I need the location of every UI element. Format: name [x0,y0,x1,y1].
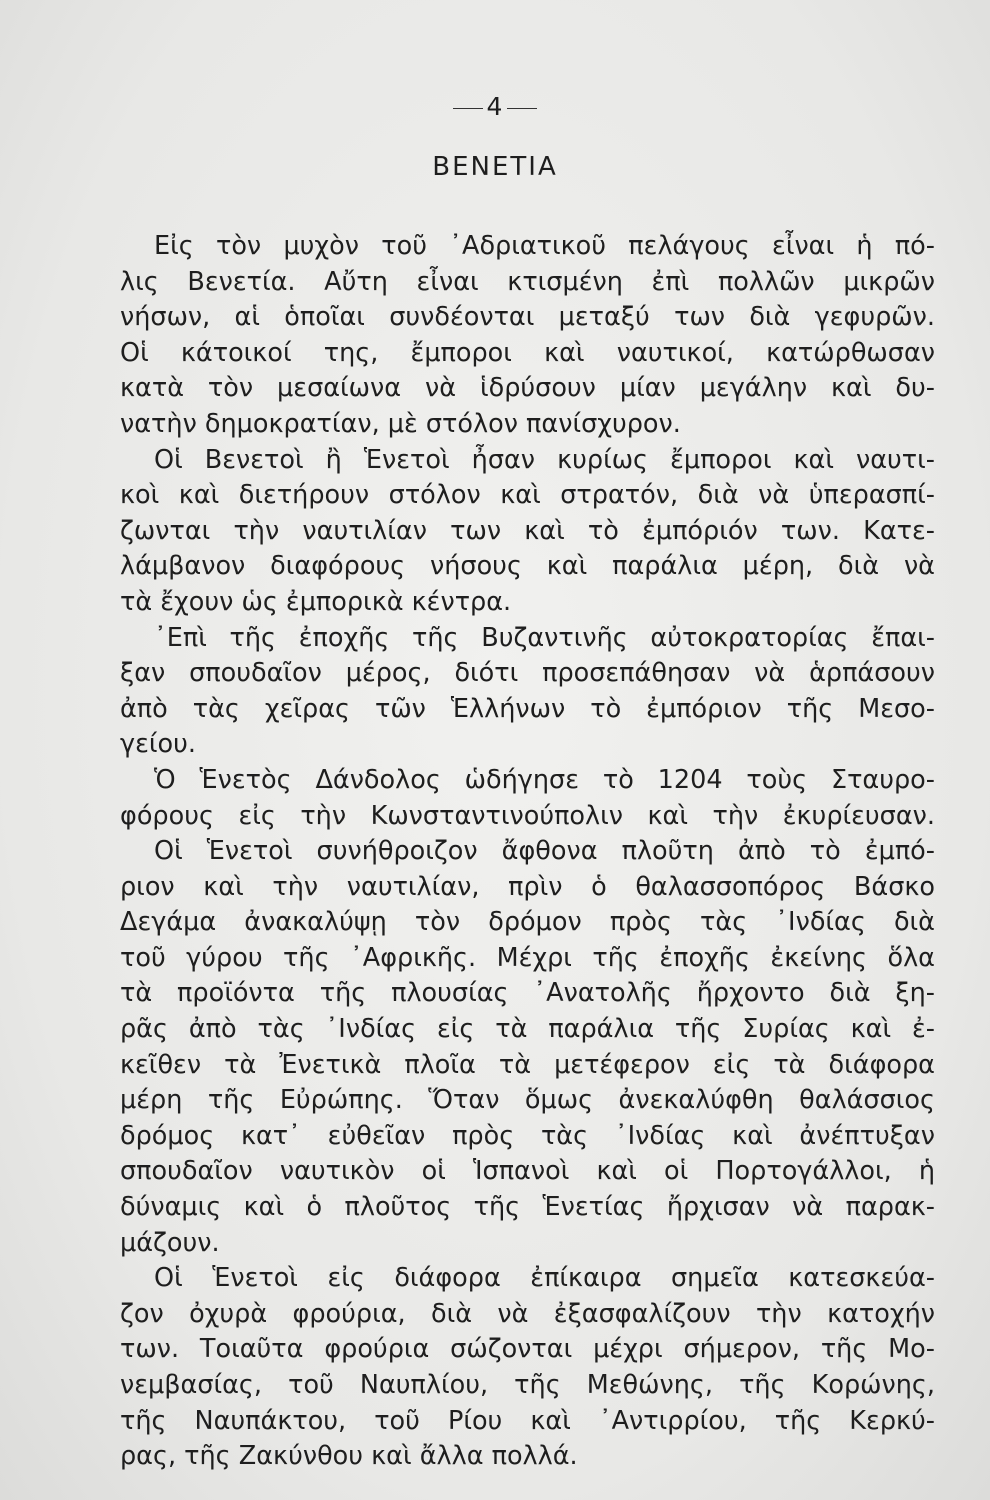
text-line: τῆς Ναυπάκτου, τοῦ Ρίου καὶ ᾿Αντιρρίου, τῆς Κερκύ- [120,1405,935,1436]
text-line: τὰ προϊόντα τῆς πλουσίας ᾿Ανατολῆς ἤρχοντο διὰ ξη- [120,978,935,1009]
page-number [0,92,990,121]
text-line: νεμβασίας, τοῦ Ναυπλίου, τῆς Μεθώνης, τῆς Κορώνης, [120,1370,935,1400]
text-line: Ὁ Ἑνετὸς Δάνδολος ὡδήγησε τὸ 1204 τοὺς Σταυρο- [154,764,935,795]
body-text [120,229,935,1475]
text-line: των. Τοιαῦτα φρούρια σώζονται μέχρι σήμερον, τῆς Μο- [120,1334,935,1365]
text-line: νατὴν δημοκρατίαν, μὲ στόλον πανίσχυρον. [120,408,681,439]
text-line: Οἱ Ἑνετοὶ συνήθροιζον ἄφθονα πλοῦτη ἀπὸ τὸ ἐμπό- [154,836,935,867]
text-line: σπουδαῖον ναυτικὸν οἱ Ἱσπανοὶ καὶ οἱ Πορτογάλλοι, ἡ [120,1156,935,1187]
text-line: νήσων, αἱ ὁποῖαι συνδέονται μεταξύ των διὰ γεφυρῶν. [120,302,935,333]
text-line: δύναμις καὶ ὁ πλοῦτος τῆς Ἑνετίας ἤρχισαν νὰ παρακ- [120,1192,935,1223]
text-line: μέρη τῆς Εὐρώπης. Ὅταν ὅμως ἀνεκαλύφθη θαλάσσιος [120,1085,935,1116]
text-line: ρᾶς ἀπὸ τὰς ᾿Ινδίας εἰς τὰ παράλια τῆς Συρίας καὶ ἐ- [120,1014,935,1045]
text-line: ξαν σπουδαῖον μέρος, διότι προσεπάθησαν νὰ ἁρπάσουν [120,658,935,689]
text-line: κοὶ καὶ διετήρουν στόλον καὶ στρατόν, διὰ νὰ ὑπερασπί- [120,480,935,511]
text-line: κεῖθεν τὰ Ἐνετικὰ πλοῖα τὰ μετέφερον εἰς τὰ διάφορα [120,1049,935,1080]
text-line: λάμβανον διαφόρους νήσους καὶ παράλια μέρη, διὰ νὰ [120,551,935,582]
text-line: δρόμος κατ᾿ εὐθεῖαν πρὸς τὰς ᾿Ινδίας καὶ ἀνέπτυξαν [120,1120,935,1151]
text-line: ᾿Επὶ τῆς ἐποχῆς τῆς Βυζαντινῆς αὐτοκρατορίας ἔπαι- [154,622,935,653]
dash-right [507,108,537,109]
text-line: Εἰς τὸν μυχὸν τοῦ ᾿Αδριατικοῦ πελάγους εἶναι ἡ πό- [154,231,935,261]
text-line: τοῦ γύρου τῆς ᾿Αφρικῆς. Μέχρι τῆς ἐποχῆς ἐκείνης ὅλα [120,942,935,973]
text-line: μάζουν. [120,1227,220,1258]
dash-left [453,108,483,109]
text-line: κατὰ τὸν μεσαίωνα νὰ ἱδρύσουν μίαν μεγάλην καὶ δυ- [120,373,935,404]
text-line: τὰ ἔχουν ὡς ἐμπορικὰ κέντρα. [120,586,512,617]
text-line: ρας, τῆς Ζακύνθου καὶ ἄλλα πολλά. [120,1441,578,1472]
chapter-title: ΒΕΝΕΤΙΑ [432,152,558,182]
text-line: ζον ὀχυρὰ φρούρια, διὰ νὰ ἐξασφαλίζουν τὴν κατοχήν [120,1298,935,1329]
text-line: λις Βενετία. Αὔτη εἶναι κτισμένη ἐπὶ πολλῶν μικρῶν [120,266,935,297]
text-line: ἀπὸ τὰς χεῖρας τῶν Ἑλλήνων τὸ ἐμπόριον τῆς Μεσο- [120,693,935,724]
text-line: Δεγάμα ἀνακαλύψῃ τὸν δρόμον πρὸς τὰς ᾿Ινδίας διὰ [120,907,935,938]
text-line: Οἱ Ἑνετοὶ εἰς διάφορα ἐπίκαιρα σημεῖα κατεσκεύα- [154,1263,935,1294]
text-line: ριον καὶ τὴν ναυτιλίαν, πρὶν ὁ θαλασσοπόρος Βάσκο [120,871,935,902]
text-line: φόρους εἰς τὴν Κωνσταντινούπολιν καὶ τὴν ἐκυρίευσαν. [120,800,935,831]
text-line: Οἱ κάτοικοί της, ἔμποροι καὶ ναυτικοί, κατώρθωσαν [120,337,935,368]
text-line: ζωνται τὴν ναυτιλίαν των καὶ τὸ ἐμπόριόν των. Κατε- [120,515,935,546]
text-line: γείου. [120,729,196,760]
text-line: Οἱ Βενετοὶ ἢ Ἑνετοὶ ἦσαν κυρίως ἔμποροι καὶ ναυτι- [154,444,935,475]
page-number-value: 4 [486,92,504,121]
